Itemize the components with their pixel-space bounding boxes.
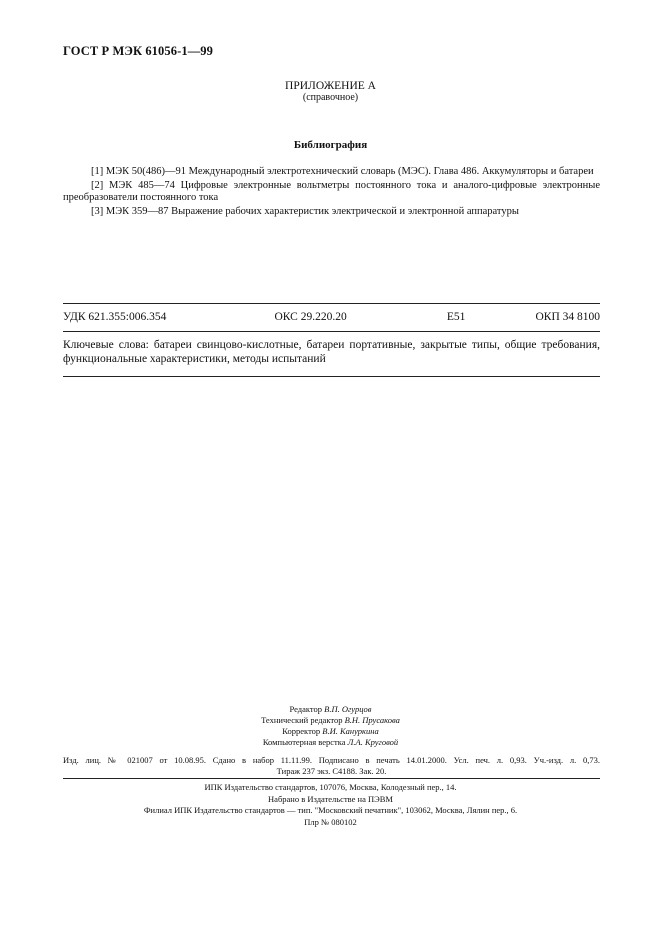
annex-subtitle: (справочное) <box>302 92 359 103</box>
bibliography-list <box>63 166 600 219</box>
bibliography-item: [1] МЭК 50(486)—91 Международный электротехнический словарь (МЭС). Глава 486. Аккумуляторы и батареи <box>91 166 594 177</box>
publication-info <box>63 755 600 777</box>
credit-tech-editor: Технический редактор В.Н. Прусакова <box>261 715 400 725</box>
keywords: Ключевые слова: батареи свинцово-кислотные, батареи портативные, закрытые типы, общие требования, функциональные характеристики, методы испытаний <box>63 339 600 365</box>
bibliography-item: [2] МЭК 485—74 Цифровые электронные вольтметры постоянного тока и аналого-цифровые электронные преобразователи постоянного тока <box>63 179 600 203</box>
publication-line: Тираж 237 экз. С4188. Зак. 20. <box>276 766 387 776</box>
okp-code: ОКП 34 8100 <box>535 311 600 323</box>
printing-info <box>0 782 661 828</box>
credit-corrector: Корректор В.И. Кануркина <box>282 726 379 736</box>
printing-line: ИПК Издательство стандартов, 107076, Москва, Колодезный пер., 14. <box>204 782 457 792</box>
udk-code: УДК 621.355:006.354 <box>63 311 167 323</box>
divider-top <box>63 303 600 304</box>
credit-editor: Редактор В.П. Огурцов <box>289 704 372 714</box>
credits-block <box>0 704 661 748</box>
group-code: Е51 <box>446 311 466 323</box>
bibliography-title: Библиография <box>293 139 368 151</box>
divider-bottom <box>63 376 600 377</box>
divider-print <box>63 778 600 779</box>
credit-layout: Компьютерная верстка Л.А. Круговой <box>262 737 399 747</box>
publication-line: Изд. лиц. № 021007 от 10.08.95. Сдано в набор 11.11.99. Подписано в печать 14.01.2000. Усл. печ. л. 0,93. Уч.-изд. л. 0,73. <box>63 755 600 765</box>
printing-line: Филиал ИПК Издательство стандартов — тип. "Московский печатник", 103062, Москва, Лялин пер., 6. <box>143 805 518 815</box>
document-code: ГОСТ Р МЭК 61056-1—99 <box>63 44 213 58</box>
bibliography-item: [3] МЭК 359—87 Выражение рабочих характеристик электрической и электронной аппаратуры <box>91 205 519 217</box>
annex-title: ПРИЛОЖЕНИЕ А <box>285 80 376 92</box>
printing-line: Плр № 080102 <box>304 816 357 827</box>
classification-row <box>63 311 600 323</box>
divider-middle <box>63 331 600 332</box>
printing-line: Набрано в Издательстве на ПЭВМ <box>268 793 393 804</box>
oks-code: ОКС 29.220.20 <box>274 311 347 323</box>
